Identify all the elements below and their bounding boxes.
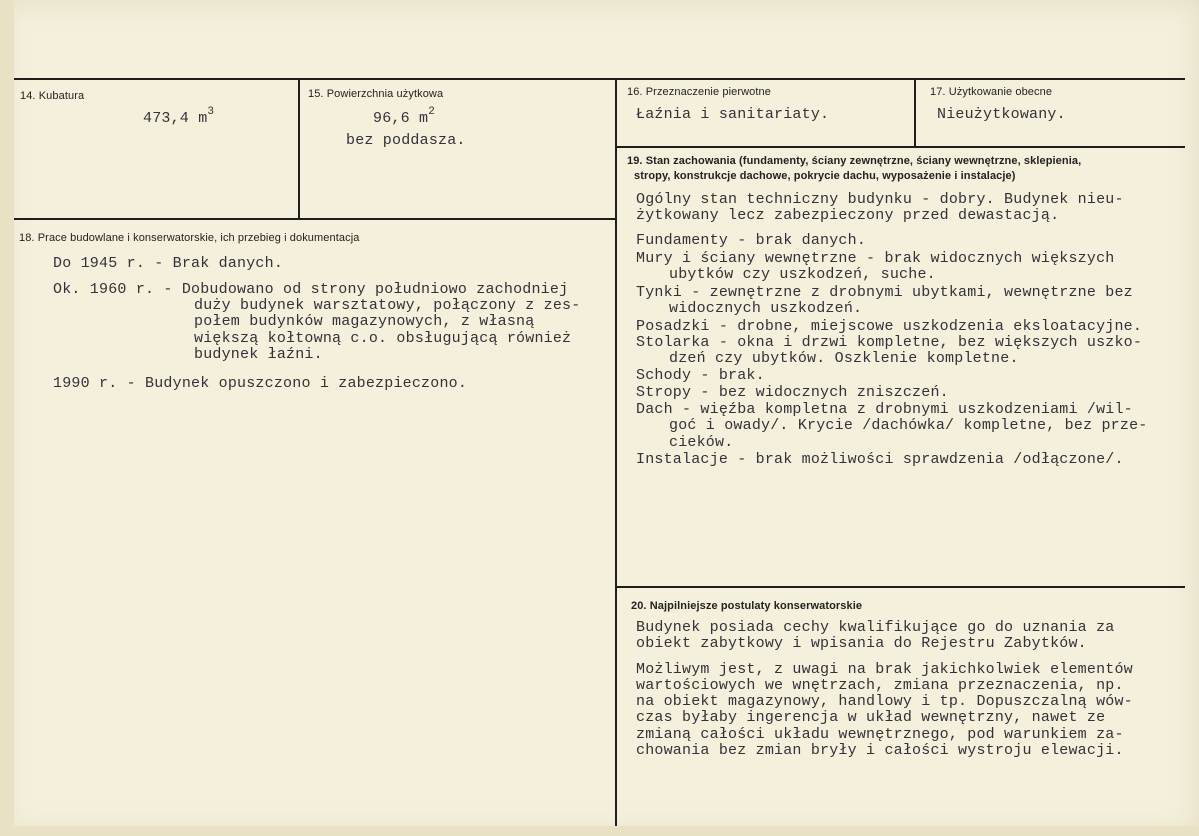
field-16-label: 16. Przeznaczenie pierwotne (627, 86, 771, 98)
card-edge-left (0, 0, 14, 836)
field-20-line: Budynek posiada cechy kwalifikujące go do uznania za (636, 619, 1115, 636)
field-18-line: większą kołtowną c.o. obsługującą również (194, 330, 572, 347)
field-14-value (143, 106, 214, 127)
divider-14-15 (298, 78, 300, 220)
field-19-line: goć i owady/. Krycie /dachówka/ kompletne, bez prze- (669, 417, 1148, 434)
field-19-line: Posadzki - drobne, miejscowe uszkodzenia eksloatacyjne. (636, 318, 1143, 335)
field-19-line: Fundamenty - brak danych. (636, 232, 867, 249)
field-17-value: Nieużytkowany. (937, 106, 1066, 123)
field-19-line: widocznych uszkodzeń. (669, 300, 863, 317)
field-19-line: Stropy - bez widocznych zniszczeń. (636, 384, 949, 401)
field-20-line: Możliwym jest, z uwagi na brak jakichkolwiek elementów (636, 661, 1133, 678)
field-15-unit-exponent: 2 (428, 106, 436, 118)
field-19-line: Dach - więźba kompletna z drobnymi uszkodzeniami /wil- (636, 401, 1133, 418)
field-20-line: czas byłaby ingerencja w układ wewnętrzny, nawet ze (636, 709, 1106, 726)
field-14-number: 473,4 m (143, 110, 208, 127)
field-18-line: połem budynków magazynowych, z własną (194, 313, 535, 330)
field-18-line: duży budynek warsztatowy, połączony z zes- (194, 297, 581, 314)
rule-above-20 (617, 586, 1185, 588)
field-15-note: bez poddasza. (346, 132, 466, 149)
field-18-line: budynek łaźni. (194, 346, 323, 363)
divider-center (615, 78, 617, 826)
field-18-line: Do 1945 r. - Brak danych. (53, 255, 284, 272)
rule-under-16-17 (617, 146, 1185, 148)
field-19-line: Tynki - zewnętrzne z drobnymi ubytkami, wewnętrzne bez (636, 284, 1133, 301)
field-19-label: 19. Stan zachowania (fundamenty, ściany zewnętrzne, ściany wewnętrzne, sklepienia, (627, 155, 1082, 167)
field-19-line: ubytków czy uszkodzeń, suche. (669, 266, 936, 283)
card-edge-bottom (0, 826, 1199, 836)
field-19-line: Instalacje - brak możliwości sprawdzenia /odłączone/. (636, 451, 1124, 468)
field-20-line: na obiekt magazynowy, handlowy i tp. Dopuszczalną wów- (636, 693, 1133, 710)
field-19-line: cieków. (669, 434, 734, 451)
field-20-line: obiekt zabytkowy i wpisania do Rejestru Zabytków. (636, 635, 1087, 652)
field-18-line: 1990 r. - Budynek opuszczono i zabezpieczono. (53, 375, 468, 392)
field-19-line: Mury i ściany wewnętrzne - brak widocznych większych (636, 250, 1115, 267)
field-18-label: 18. Prace budowlane i konserwatorskie, ich przebieg i dokumentacja (19, 232, 360, 244)
field-19-line: Ogólny stan techniczny budynku - dobry. Budynek nieu- (636, 191, 1124, 208)
rule-under-14-15 (14, 218, 617, 220)
field-14-unit-exponent: 3 (207, 106, 215, 118)
field-19-line: dzeń czy ubytków. Oszklenie kompletne. (669, 350, 1019, 367)
field-15-value (373, 106, 435, 127)
field-14-label: 14. Kubatura (20, 90, 85, 102)
field-18-line: Ok. 1960 r. - Dobudowano od strony południowo zachodniej (53, 281, 569, 298)
field-20-line: zmianą całości układu wewnętrznego, pod warunkiem za- (636, 726, 1124, 743)
field-15-label: 15. Powierzchnia użytkowa (308, 88, 444, 100)
field-20-line: wartościowych we wnętrzach, zmiana przeznaczenia, np. (636, 677, 1124, 694)
field-19-line: Stolarka - okna i drzwi kompletne, bez większych uszko- (636, 334, 1143, 351)
field-20-label: 20. Najpilniejsze postulaty konserwatorskie (631, 600, 863, 612)
field-16-value: Łaźnia i sanitariaty. (636, 106, 830, 123)
field-17-label: 17. Użytkowanie obecne (930, 86, 1053, 98)
field-20-line: chowania bez zmian bryły i całości wystroju elewacji. (636, 742, 1124, 759)
field-15-number: 96,6 m (373, 110, 429, 127)
divider-16-17 (914, 78, 916, 148)
field-19-line: Schody - brak. (636, 367, 765, 384)
field-19-line: żytkowany lecz zabezpieczony przed dewastacją. (636, 207, 1060, 224)
field-19-label-continued: stropy, konstrukcje dachowe, pokrycie dachu, wyposażenie i instalacje) (634, 170, 1016, 182)
top-rule (14, 78, 1185, 80)
